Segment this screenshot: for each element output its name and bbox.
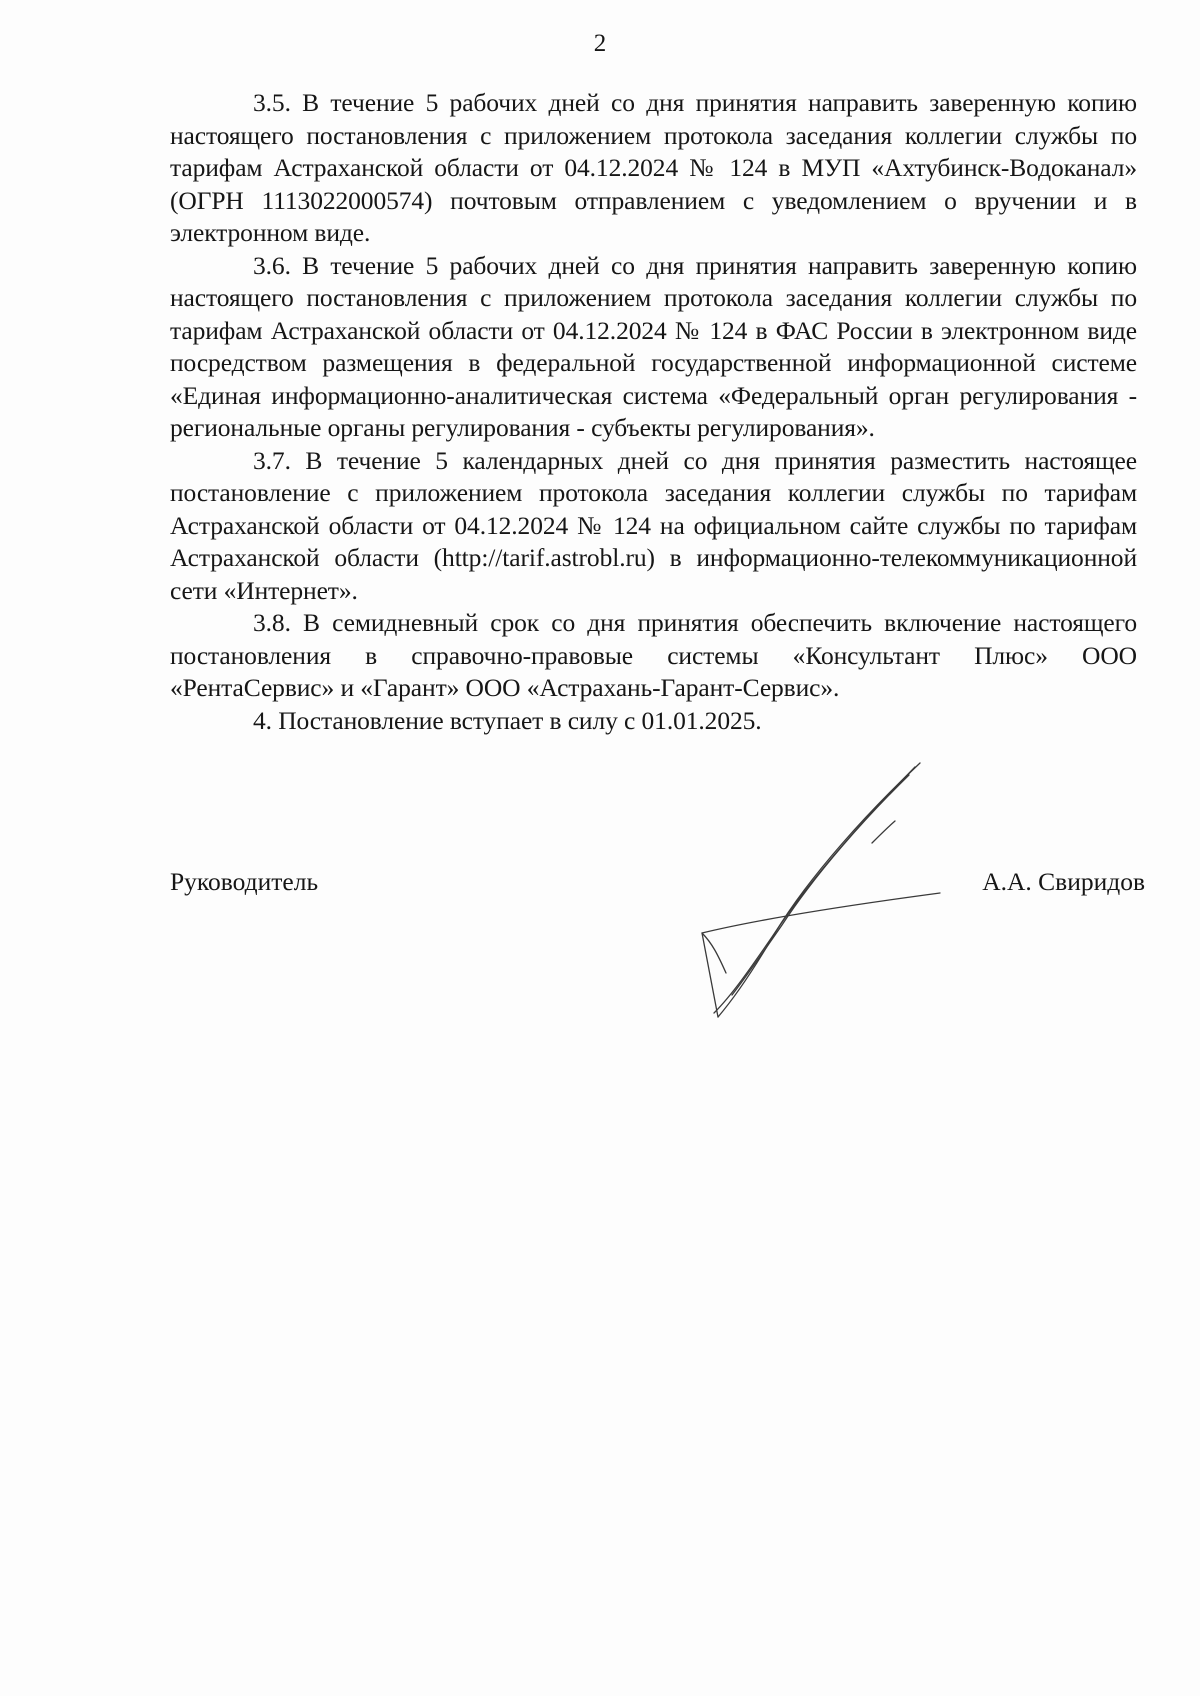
- paragraph-4: 4. Постановление вступает в силу с 01.01.2025.: [253, 705, 762, 735]
- handwritten-signature-icon: [690, 755, 950, 1025]
- document-body: [170, 87, 1137, 737]
- paragraph-3-6: 3.6. В течение 5 рабочих дней со дня принятия направить заверенную копию настоящего постановления с приложением протокола заседания коллегии службы по тарифам Астраханской области от 04.12.2024 № 124 в ФАС России в электронном виде посредством размещения в федеральной государственной информационной системе «Единая информационно-аналитическая система «Федеральный орган регулирования - региональные органы регулирования - субъекты регулирования».: [170, 250, 1137, 442]
- paragraph-3-7: 3.7. В течение 5 календарных дней со дня принятия разместить настоящее постановление с приложением протокола заседания коллегии службы по тарифам Астраханской области от 04.12.2024 № 124 на официальном сайте службы по тарифам Астраханской области (http://tarif.astrobl.ru) в информационно-телекоммуникационной сети «Интернет».: [170, 445, 1137, 605]
- signatory-name: А.А. Свиридов: [982, 867, 1145, 896]
- signatory-role: Руководитель: [170, 867, 319, 896]
- paragraph-3-8: 3.8. В семидневный срок со дня принятия обеспечить включение настоящего постановления в справочно-правовые системы «Консультант Плюс» ООО «РентаСервис» и «Гарант» ООО «Астрахань-Гарант-Сервис».: [170, 608, 1137, 702]
- paragraph-3-5: 3.5. В течение 5 рабочих дней со дня принятия направить заверенную копию настоящего постановления с приложением протокола заседания коллегии службы по тарифам Астраханской области от 04.12.2024 № 124 в МУП «Ахтубинск-Водоканал» (ОГРН 1113022000574) почтовым отправлением с уведомлением о вручении и в электронном виде.: [170, 88, 1137, 247]
- page-number: 2: [593, 30, 607, 57]
